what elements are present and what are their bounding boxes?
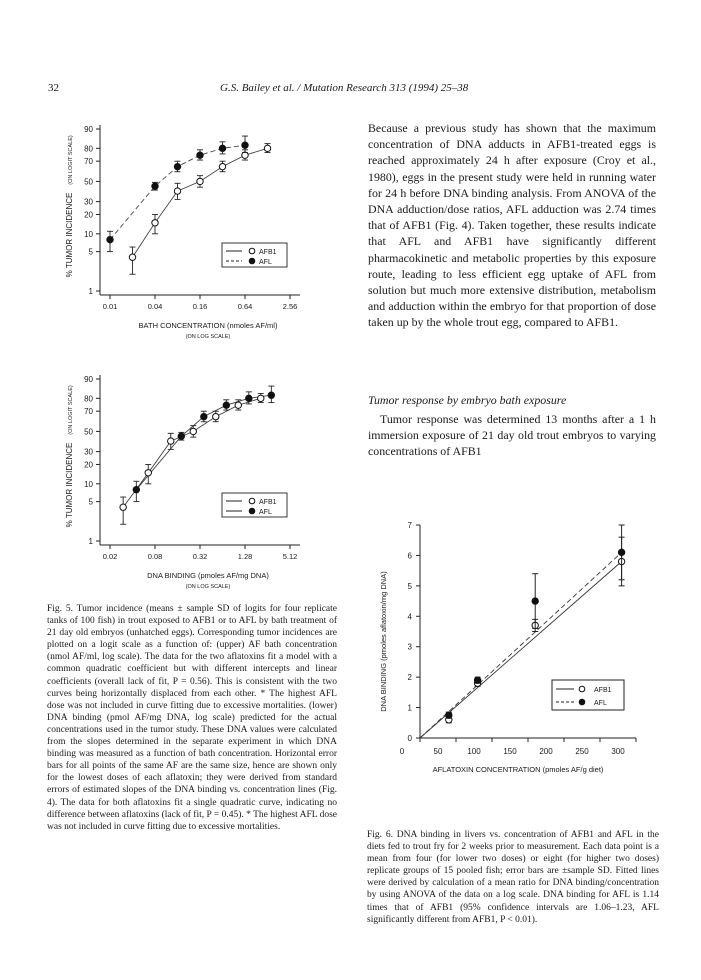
body-paragraph: Because a previous study has shown that the maximum concentration of DNA adducts in AFB1-treated eggs is reached approximately 24 h after exposure (Croy et al., 1980), eggs in the present study were held in running water for 24 h before DNA binding analysis. From ANOVA of the DNA adduction/dose ratios, AFL adduction was 2.74 times that of AFB1 (Fig. 4). Taken together, these results indicate that AFL and AFB1 have significantly different pharmacokinetic and metabolic properties by this exposure route, leading to less efficient egg uptake of AFL from solution but much more extensive distribution, metabolism and adduction within the embryo for that proportion of dose taken up by the whole trout egg, compared to AFB1. (368, 121, 656, 330)
y-tick-label: 7 (407, 521, 412, 530)
x-tick-label: 5.12 (282, 552, 298, 561)
fitted-line (420, 562, 622, 738)
x-tick-label: 0.08 (147, 552, 163, 561)
data-point-afl (532, 598, 538, 604)
x-axis-label: BATH CONCENTRATION (nmoles AF/ml) (138, 321, 278, 330)
section-paragraph: Tumor response was determined 13 months after a 1 h immersion exposure of 21 day old trout embryos to varying concentrations of AFB1 (368, 412, 656, 459)
y-axis-label: DNA BINDING (pmoles aflatoxin/mg DNA) (379, 571, 388, 712)
y-tick-label: 3 (407, 642, 412, 652)
x-tick-label: 0 (399, 747, 405, 756)
legend-label: AFL (259, 509, 272, 516)
y-tick-label: 10 (84, 229, 93, 239)
y-tick-label: 5 (88, 247, 93, 257)
x-tick-label: 200 (539, 747, 553, 756)
x-tick-label: 0.02 (102, 552, 118, 561)
y-axis-note: (ON LOGIT SCALE) (68, 385, 74, 435)
legend-label: AFB1 (259, 249, 277, 256)
y-tick-label: 20 (84, 460, 93, 470)
y-tick-label: 50 (84, 177, 93, 187)
data-point-afl (618, 549, 624, 555)
data-point-afl (474, 677, 480, 683)
x-axis-note: (ON LOG SCALE) (185, 334, 231, 340)
x-tick-label: 1.28 (237, 552, 253, 561)
legend-label: AFL (594, 700, 607, 707)
y-tick-label: 2 (407, 673, 412, 683)
x-tick-label: 0.04 (147, 302, 163, 311)
x-tick-label: 150 (503, 747, 517, 756)
x-tick-label: 2.56 (282, 302, 298, 311)
y-tick-label: 5 (407, 581, 412, 591)
y-tick-label: 10 (84, 479, 93, 489)
x-tick-label: 0.01 (102, 302, 118, 311)
x-tick-label: 50 (433, 747, 443, 756)
legend-label: AFL (259, 259, 272, 266)
section-title: Tumor response by embryo bath exposure (368, 393, 567, 407)
y-tick-label: 1 (88, 287, 93, 296)
page-number: 32 (48, 82, 59, 94)
y-tick-label: 5 (88, 497, 93, 507)
running-title: G.S. Bailey et al. / Mutation Research 313 (1994) 25–38 (220, 82, 469, 94)
y-axis-label: % TUMOR INCIDENCE (65, 442, 74, 528)
data-point-afl (446, 712, 452, 718)
y-tick-label: 1 (88, 537, 93, 546)
y-tick-label: 50 (84, 427, 93, 437)
y-tick-label: 30 (84, 197, 93, 207)
fig5-caption: Fig. 5. Tumor incidence (means ± sample SD of logits for four replicate tanks of 100 fish) in trout exposed to AFB1 or to AFL by bath treatment of 21 day old embryos (unhatched eggs). Corresponding tumor incidences are plotted on a logit scale as a function of: (upper) AF bath concentration (nmol AF/ml, log scale). The data for the two aflatoxins fit a model with a common quadratic coefficient but with different intercepts and linear coefficients (overall lack of fit, P = 0.56). This is consistent with the two curves being horizontally displaced from each other. * The highest AFL dose was not included in curve fitting due to excessive mortalities. (lower) DNA binding (pmol AF/mg DNA, log scale) predicted for the actual concentrations used in the tumor study. These DNA values were calculated from the slopes determined in the separate experiment in which DNA binding was measured as a function of bath concentration. Horizontal error bars for all points of the same AF are the same size, hence are shown only for the lowest doses of each aflatoxin; they were derived from standard errors of estimated slopes of the DNA binding vs. concentration lines (Fig. 4). The data for both aflatoxins fit a single quadratic curve, indicating no difference between aflatoxins (lack of fit, P = 0.45). * The highest AFL dose was not included in curve fitting due to excessive mortalities. (47, 604, 337, 832)
x-tick-label: 300 (611, 747, 625, 756)
y-tick-label: 70 (84, 157, 93, 167)
y-tick-label: 6 (407, 551, 412, 561)
y-axis-label: % TUMOR INCIDENCE (65, 192, 74, 278)
x-axis-label: AFLATOXIN CONCENTRATION (pmoles AF/g diet) (432, 765, 604, 774)
x-tick-label: 250 (575, 747, 589, 756)
y-tick-label: 0 (407, 734, 412, 743)
y-tick-label: 30 (84, 447, 93, 457)
legend-label: AFB1 (259, 499, 277, 506)
x-axis-note: (ON LOG SCALE) (185, 584, 231, 590)
legend-marker (579, 699, 585, 705)
legend-marker (579, 686, 585, 692)
fig6-caption: Fig. 6. DNA binding in livers vs. concentration of AFB1 and AFL in the diets fed to trout fry for 2 weeks prior to measurement. Each data point is a mean from four (for lower two doses) or eight (for higher two doses) replicate groups of 15 pooled fish; error bars are ±sample SD. Fitted lines were derived by calculation of a mean ratio for DNA binding/concentration by using ANOVA of the data on a log scale. DNA binding for AFL is 1.14 times that of AFB1 (95% confidence intervals are 1.06–1.23, AFL significantly different from AFB1, P < 0.01). (367, 830, 659, 925)
y-tick-label: 4 (407, 612, 412, 622)
x-tick-label: 100 (467, 747, 481, 756)
x-axis-label: DNA BINDING (pmoles AF/mg DNA) (147, 571, 269, 580)
legend-label: AFB1 (594, 687, 612, 694)
y-tick-label: 20 (84, 210, 93, 220)
x-tick-label: 0.64 (237, 302, 253, 311)
y-tick-label: 70 (84, 407, 93, 417)
y-tick-label: 80 (84, 394, 93, 404)
y-tick-label: 90 (84, 125, 93, 134)
x-tick-label: 0.16 (192, 302, 208, 311)
y-tick-label: 80 (84, 144, 93, 154)
y-axis-note: (ON LOGIT SCALE) (68, 135, 74, 185)
y-tick-label: 1 (407, 703, 412, 713)
y-tick-label: 90 (84, 375, 93, 384)
x-tick-label: 0.32 (192, 552, 208, 561)
legend-box (552, 680, 624, 710)
